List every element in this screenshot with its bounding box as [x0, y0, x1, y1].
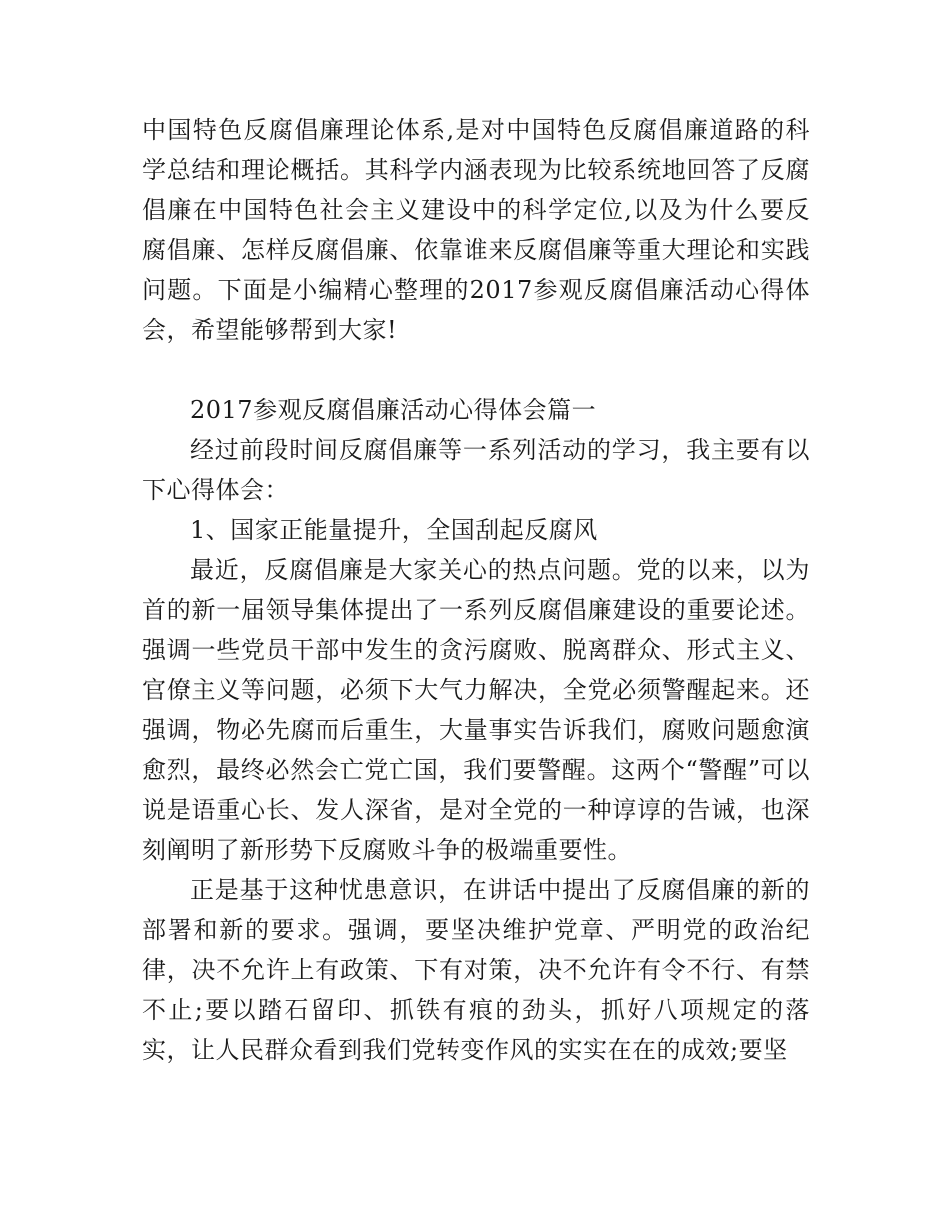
- document-body: [142, 110, 810, 1070]
- body-paragraph-2: 1、国家正能量提升，全国刮起反腐风: [190, 516, 598, 544]
- body-paragraph-4: 正是基于这种忧患意识，在讲话中提出了反腐倡廉的新的部署和新的要求。强调，要坚决维护党章、严明党的政治纪律，决不允许上有政策、下有对策，决不允许有令不行、有禁不止;要以踏石留印、抓铁有痕的劲头，抓好八项规定的落实，让人民群众看到我们党转变作风的实实在在的成效;要坚: [142, 876, 810, 1064]
- intro-paragraph: 中国特色反腐倡廉理论体系,是对中国特色反腐倡廉道路的科学总结和理论概括。其科学内涵表现为比较系统地回答了反腐倡廉在中国特色社会主义建设中的科学定位,以及为什么要反腐倡廉、怎样反腐倡廉、依靠谁来反腐倡廉等重大理论和实践问题。下面是小编精心整理的2017参观反腐倡廉活动心得体会，希望能够帮到大家!: [142, 116, 810, 344]
- body-paragraph-1: 经过前段时间反腐倡廉等一系列活动的学习，我主要有以下心得体会：: [142, 436, 810, 504]
- section-title: 2017参观反腐倡廉活动心得体会篇一: [190, 396, 597, 424]
- body-paragraph-3: 最近，反腐倡廉是大家关心的热点问题。党的以来，以为首的新一届领导集体提出了一系列反腐倡廉建设的重要论述。强调一些党员干部中发生的贪污腐败、脱离群众、形式主义、官僚主义等问题，必须下大气力解决，全党必须警醒起来。还强调，物必先腐而后重生，大量事实告诉我们，腐败问题愈演愈烈，最终必然会亡党亡国，我们要警醒。这两个“警醒”可以说是语重心长、发人深省，是对全党的一种谆谆的告诫，也深刻阐明了新形势下反腐败斗争的极端重要性。: [142, 556, 810, 864]
